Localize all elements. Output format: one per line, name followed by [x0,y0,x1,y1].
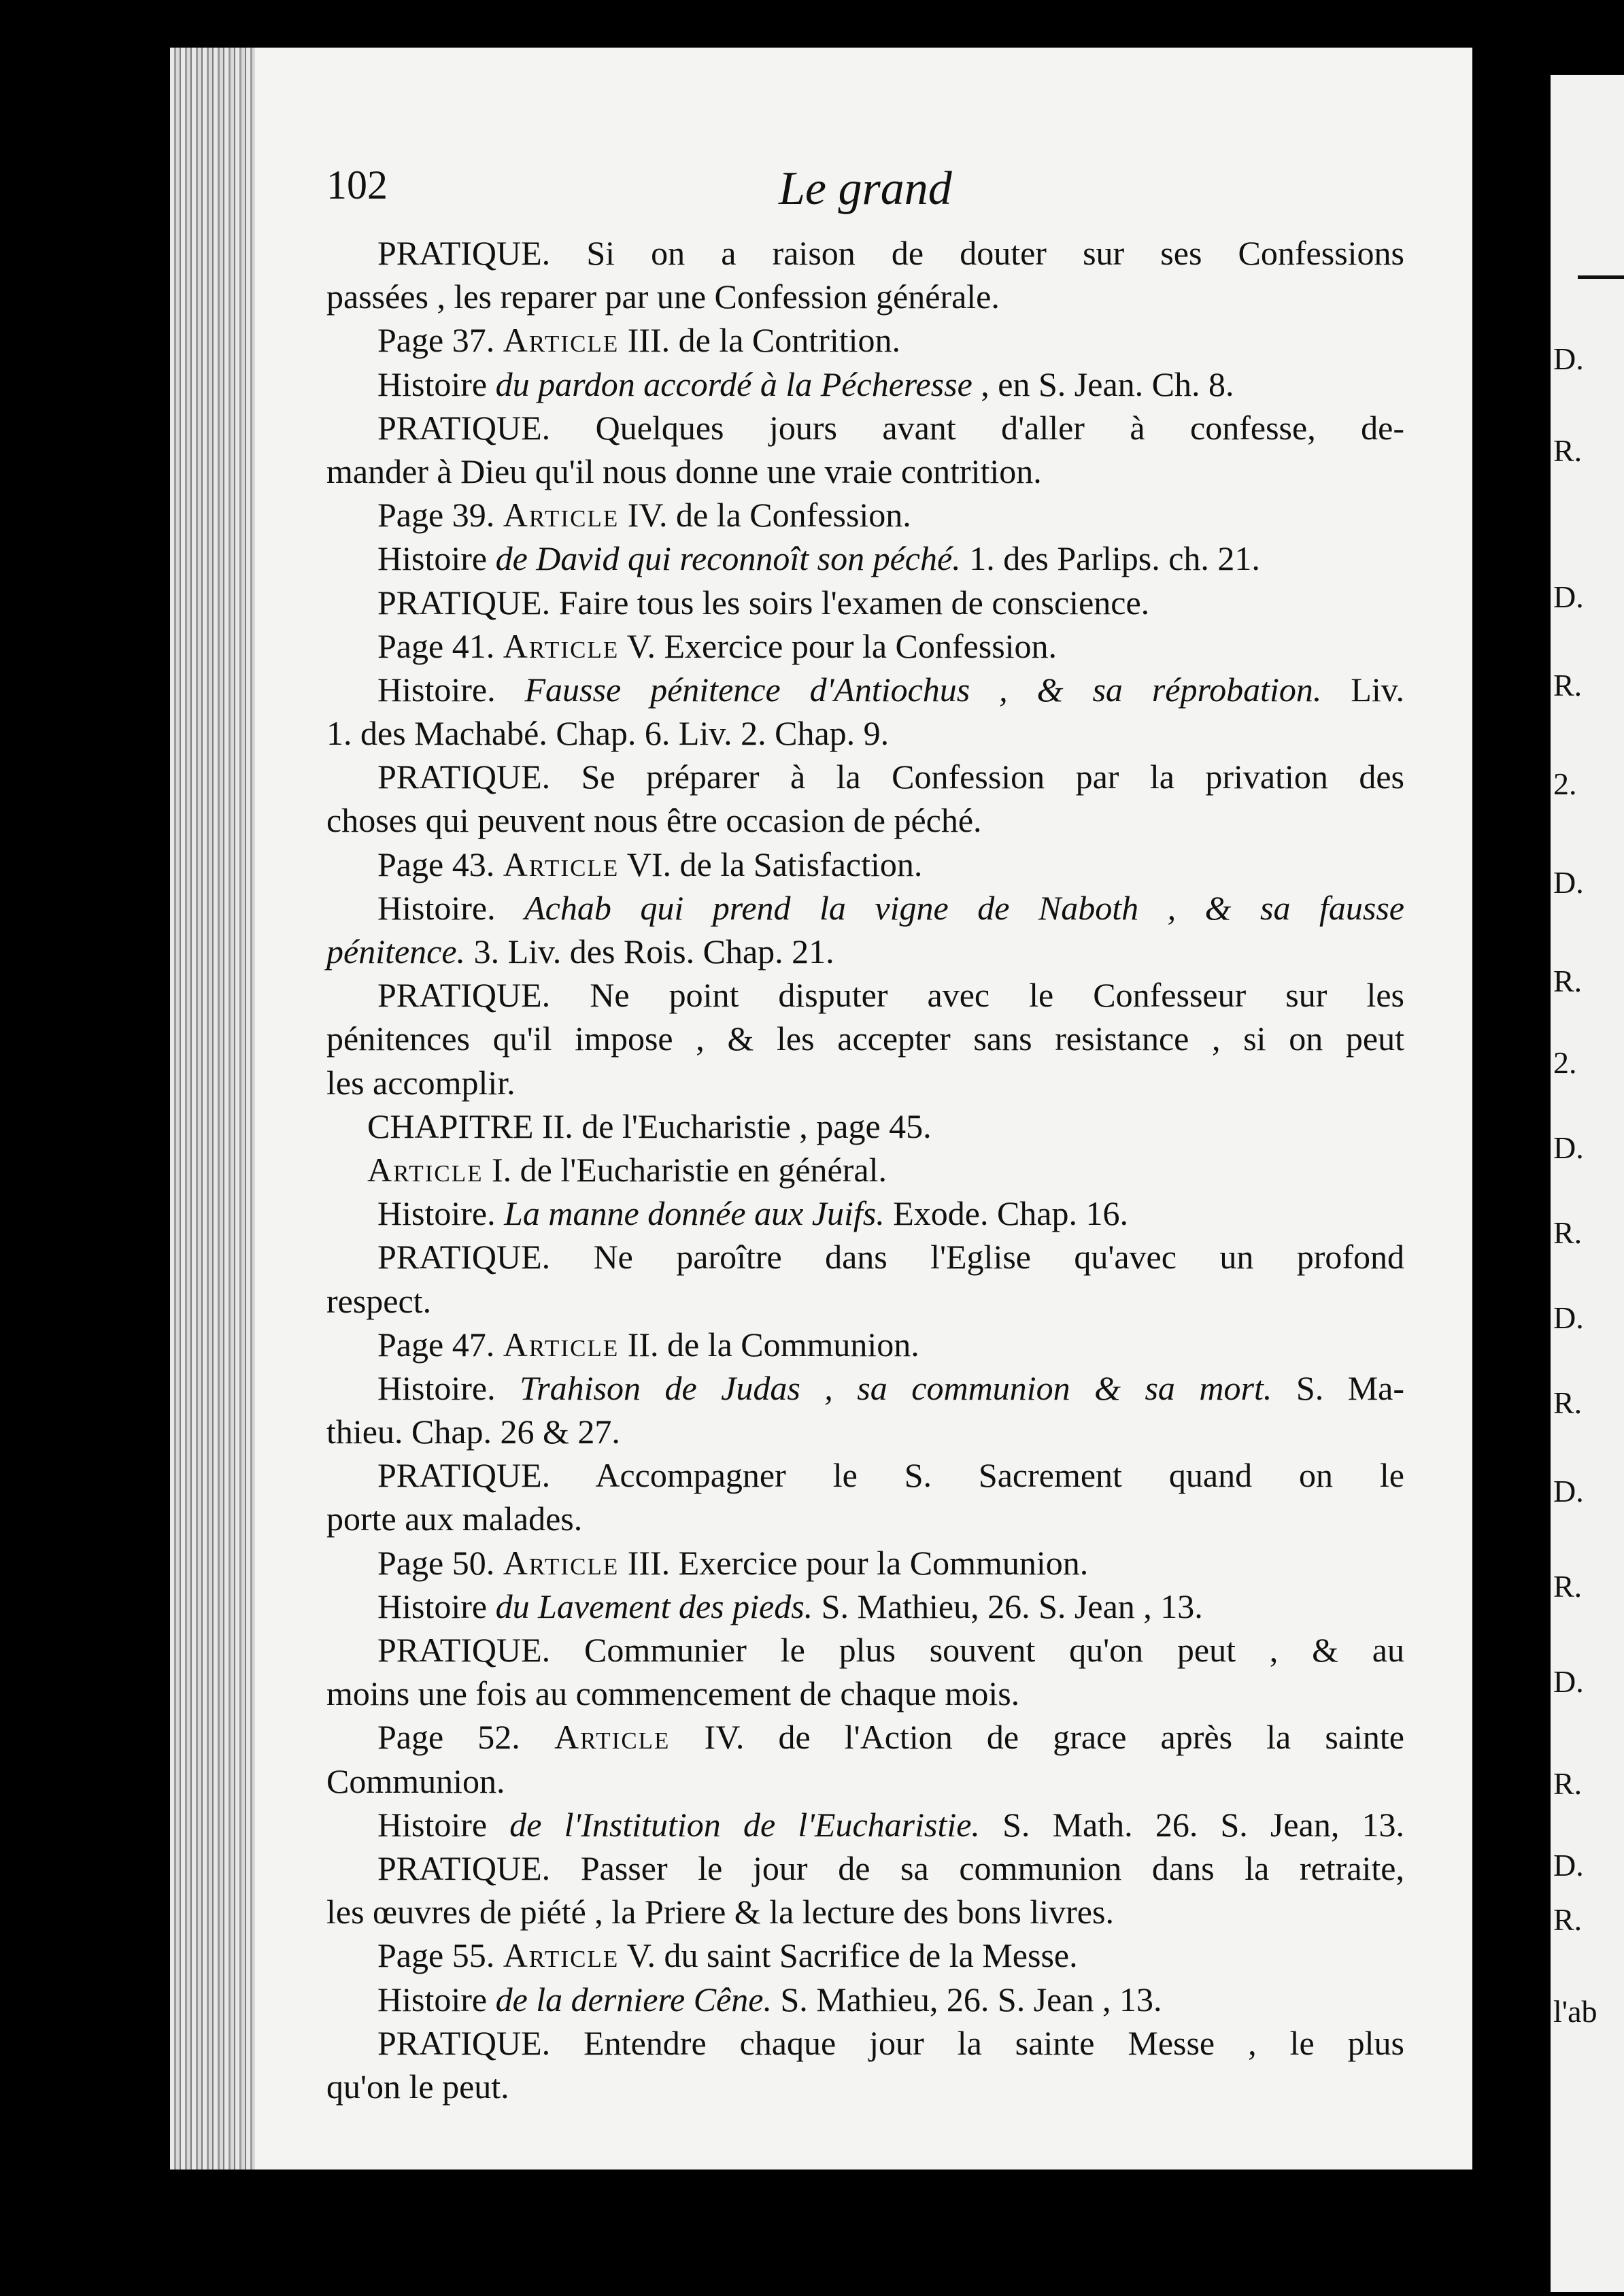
line-text: Ne point disputer avec le Confesseur sur les [550,976,1404,1015]
text-line [326,1061,1404,1104]
text-line [326,1366,1404,1410]
line-text: Quelques jours avant d'aller à confesse, de- [550,408,1404,447]
line-text: II. de la Communion. [619,1325,919,1364]
text-line [326,2021,1404,2065]
text-line [326,668,1404,711]
facing-page-letter: D. [1553,1130,1584,1165]
table-of-contents-text [326,231,1404,2108]
line-text: PRATIQUE. [377,1848,551,1887]
text-line [326,1628,1404,1672]
facing-page-fragment [1551,75,1624,2292]
text-line [326,1672,1404,1715]
line-text: 1. des Machabé. Chap. 6. Liv. 2. Chap. 9. [326,714,890,753]
line-text: III. Exercice pour la Communion. [619,1543,1089,1582]
line-text: Page 47. [377,1325,503,1364]
article-label: Article [367,1150,484,1189]
italic-title: La manne donnée aux Juifs. [504,1194,885,1233]
line-text: Communier le plus souvent qu'on peut , & au [550,1631,1404,1669]
line-text: PRATIQUE. [377,1631,551,1669]
text-line [326,1759,1404,1803]
line-text: , en S. Jean. Ch. 8. [972,365,1234,403]
line-text: V. du saint Sacrifice de la Messe. [619,1936,1078,1975]
italic-title: Achab qui prend la vigne de Naboth , & sa fausse [524,888,1404,927]
line-text: IV. de l'Action de grace après la sainte [670,1718,1404,1757]
line-text: les accomplir. [326,1063,515,1102]
line-text: qu'on le peut. [326,2067,509,2106]
text-line [326,1235,1404,1279]
article-label: Article [503,626,620,665]
facing-page-letter: D. [1553,1664,1584,1699]
facing-page-letter: R. [1553,1215,1583,1250]
text-line [326,886,1404,930]
text-line [326,1541,1404,1585]
line-text: Page 37. [377,321,503,360]
text-line [326,843,1404,886]
text-line [326,1846,1404,1890]
line-text: les œuvres de piété , la Priere & la lecture des bons livres. [326,1893,1114,1931]
text-line [326,1585,1404,1628]
line-text: 1. des Parlips. ch. 21. [960,539,1260,578]
facing-page-letter: D. [1553,1300,1584,1335]
text-line [326,1803,1404,1846]
line-text: Page 50. [377,1543,503,1582]
text-line [326,275,1404,318]
article-label: Article [503,1936,620,1975]
article-label: Article [554,1718,671,1757]
line-text: Ne paroître dans l'Eglise qu'avec un profond [550,1238,1404,1277]
line-text: Page 43. [377,845,503,883]
line-text: PRATIQUE. [377,976,551,1015]
text-line [326,711,1404,755]
text-line [326,1323,1404,1366]
text-line [326,624,1404,668]
text-line [326,493,1404,537]
text-line [326,406,1404,450]
facing-page-rule [1578,275,1624,279]
line-text: S. Mathieu, 26. S. Jean , 13. [813,1587,1203,1625]
line-text: Se préparer à la Confession par la privation des [550,758,1404,796]
line-text: Passer le jour de sa communion dans la retraite, [550,1848,1404,1887]
italic-title: Fausse pénitence d'Antiochus , & sa réprobation. [524,670,1322,709]
line-text: Faire tous les soirs l'examen de conscience. [550,583,1150,622]
text-line [326,930,1404,973]
text-line [326,1148,1404,1192]
text-line [326,450,1404,493]
line-text: thieu. Chap. 26 & 27. [326,1413,620,1451]
line-text: pénitences qu'il impose , & les accepter sans resistance , si on peut [326,1019,1404,1058]
text-line [326,1192,1404,1235]
line-text: III. de la Contrition. [619,321,900,360]
facing-page-letter: R. [1553,433,1583,468]
line-text: S. Math. 26. S. Jean, 13. [979,1805,1404,1844]
italic-title: du Lavement des pieds. [495,1587,813,1625]
page-header [326,162,1387,223]
line-text: PRATIQUE. [377,408,551,447]
line-text: VI. de la Satisfaction. [619,845,923,883]
facing-page-letter: D. [1553,865,1584,900]
line-text: Page 55. [377,1936,503,1975]
italic-title: de la derniere Cêne. [495,1980,772,2019]
text-line [326,537,1404,580]
line-text: Histoire [377,1980,496,2019]
italic-title: du pardon accordé à la Pécheresse [495,365,972,403]
article-label: Article [503,845,620,883]
facing-page-letter: 2. [1553,1045,1577,1080]
line-text: Histoire. [377,1368,520,1407]
facing-page-letter: R. [1553,1385,1583,1420]
facing-page-letter: R. [1553,1766,1583,1801]
article-label: Article [503,1325,620,1364]
facing-page-letter: R. [1553,1902,1583,1937]
article-label: Article [503,496,620,535]
article-label: Article [503,1543,620,1582]
line-text: PRATIQUE. [377,1456,551,1495]
facing-page-letter: D. [1553,1848,1584,1883]
text-line [326,581,1404,624]
line-text: S. Ma- [1272,1368,1405,1407]
text-line [326,973,1404,1017]
line-text: Communion. [326,1761,505,1800]
text-line [326,1890,1404,1934]
line-text: mander à Dieu qu'il nous donne une vraie contrition. [326,452,1042,490]
text-line [326,1410,1404,1453]
facing-page-letter: 2. [1553,766,1577,801]
page-number: 102 [326,163,388,207]
line-text: PRATIQUE. [377,583,551,622]
facing-page-letter: R. [1553,1569,1583,1604]
line-text: Entendre chaque jour la sainte Messe , le plus [550,2023,1404,2062]
line-text: Histoire [377,539,496,578]
facing-page-letter: R. [1553,964,1583,998]
line-text: S. Mathieu, 26. S. Jean , 13. [771,1980,1162,2019]
line-text: CHAPITRE II. [367,1107,573,1145]
line-text: Liv. [1321,670,1404,709]
line-text: PRATIQUE. [377,2023,551,2062]
article-label: Article [503,321,620,360]
line-text: Page 52. [377,1718,554,1757]
line-text: Si on a raison de douter sur ses Confessions [550,234,1404,272]
italic-title: Trahison de Judas , sa communion & sa mort. [520,1368,1272,1407]
line-text: Histoire. [377,1194,505,1233]
text-line [326,1715,1404,1759]
facing-page-letter: D. [1553,579,1584,614]
line-text: Histoire [377,1587,496,1625]
page-edge [170,48,258,2170]
line-text: I. de l'Eucharistie en général. [483,1150,887,1189]
text-line [326,1497,1404,1540]
facing-page-letter: R. [1553,668,1583,703]
line-text: Histoire. [377,670,525,709]
line-text: Histoire. [377,888,525,927]
line-text: V. Exercice pour la Confession. [619,626,1058,665]
text-line [326,231,1404,275]
text-line [326,1978,1404,2021]
text-line [326,362,1404,406]
facing-page-letter: D. [1553,341,1584,376]
facing-page-letter: l'ab [1553,1994,1597,2029]
line-text: passées , les reparer par une Confession générale. [326,277,1000,316]
italic-title: de David qui reconnoît son péché. [495,539,961,578]
text-line [326,1017,1404,1060]
italic-title: pénitence. [326,932,466,970]
text-line [326,798,1404,842]
line-text: Page 41. [377,626,503,665]
italic-title: de l'Institution de l'Eucharistie. [509,1805,980,1844]
line-text: Page 39. [377,496,503,535]
text-line [326,1279,1404,1323]
line-text: porte aux malades. [326,1500,583,1538]
facing-page-letter: D. [1553,1474,1584,1508]
line-text: choses qui peuvent nous être occasion de péché. [326,801,982,840]
book-page [255,48,1472,2170]
line-text: respect. [326,1281,432,1320]
text-line [326,1453,1404,1497]
line-text: PRATIQUE. [377,234,551,272]
line-text: Exode. Chap. 16. [884,1194,1128,1233]
text-line [326,1104,1404,1148]
line-text: Histoire [377,1805,510,1844]
text-line [326,2065,1404,2108]
line-text: 3. Liv. des Rois. Chap. 21. [465,932,834,970]
text-line [326,1934,1404,1977]
line-text: PRATIQUE. [377,1238,551,1277]
text-line [326,318,1404,362]
line-text: Accompagner le S. Sacrement quand on le [550,1456,1404,1495]
text-line [326,755,1404,798]
line-text: de l'Eucharistie , page 45. [573,1107,932,1145]
line-text: IV. de la Confession. [619,496,911,535]
line-text: Histoire [377,365,496,403]
running-title: Le grand [779,163,952,215]
line-text: PRATIQUE. [377,758,551,796]
line-text: moins une fois au commencement de chaque mois. [326,1674,1020,1713]
